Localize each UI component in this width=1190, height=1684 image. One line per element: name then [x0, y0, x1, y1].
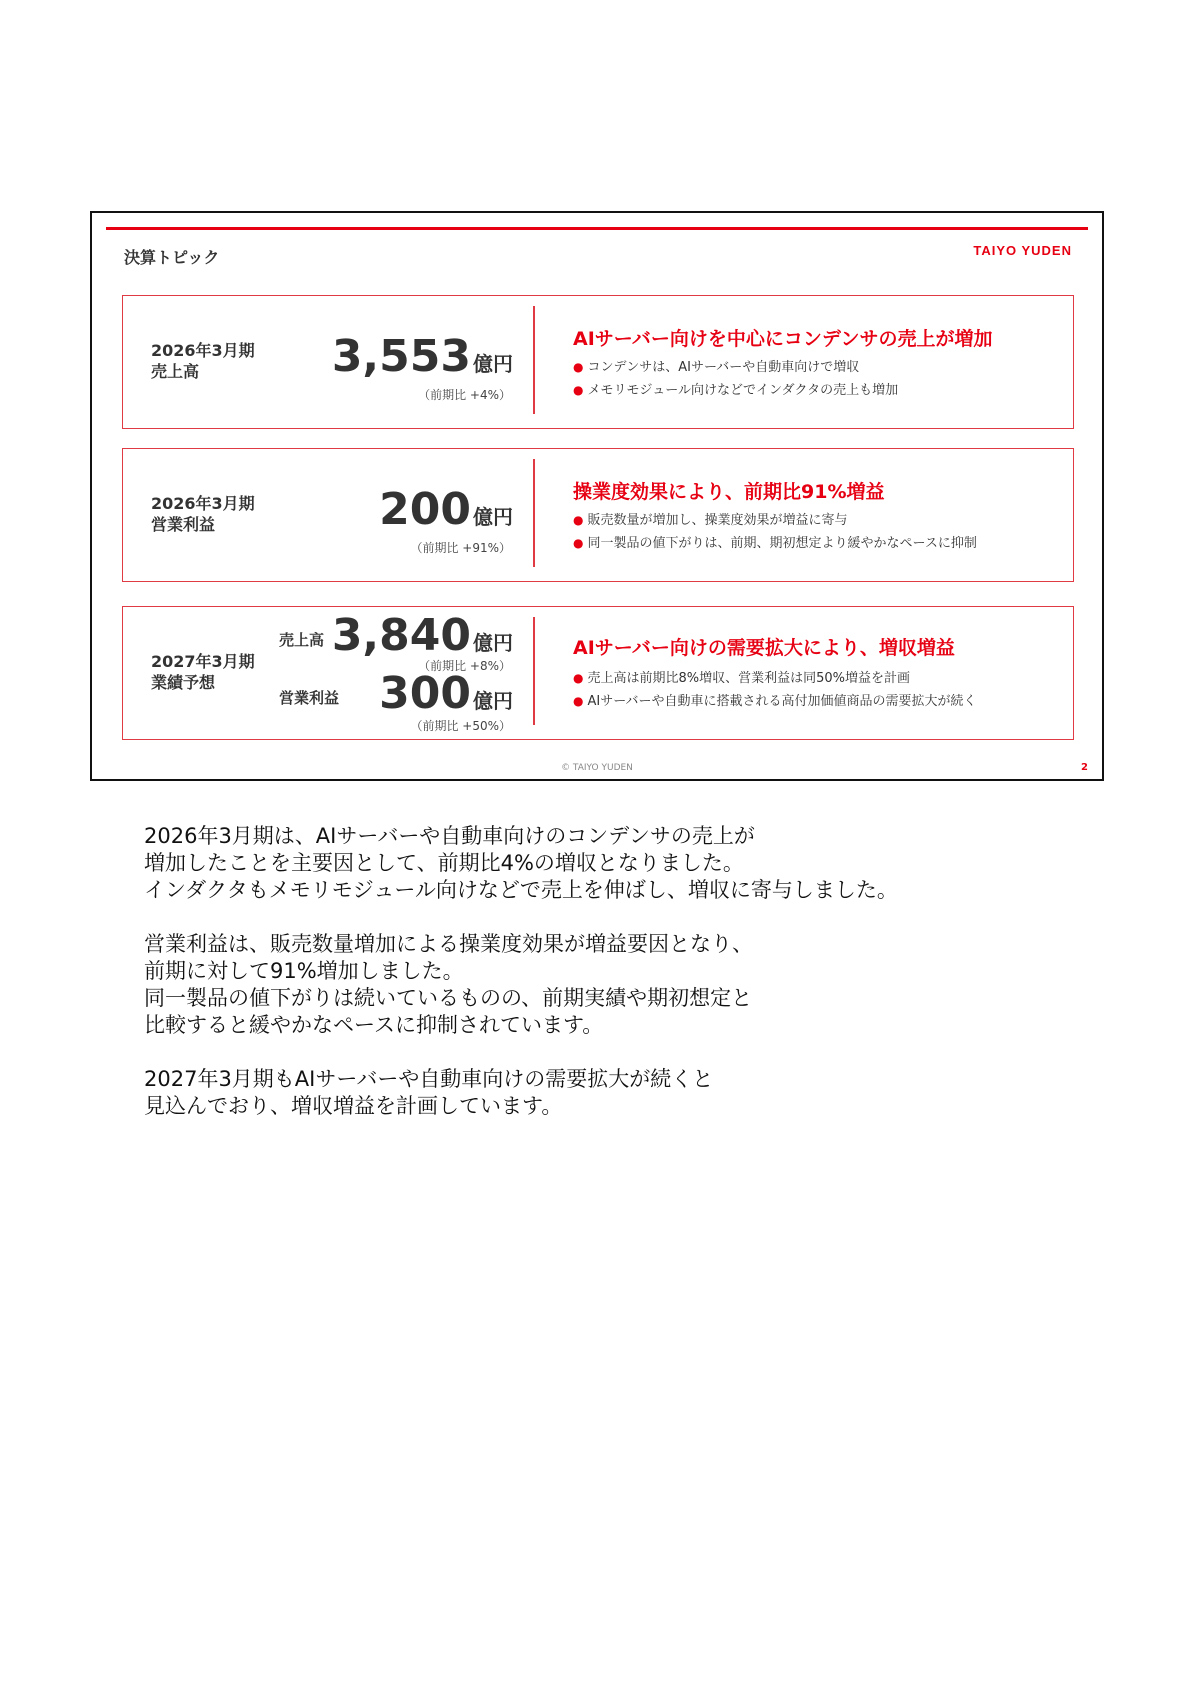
forecast-profit-yoy: （前期比 +50%） — [410, 719, 511, 733]
period-label — [151, 493, 255, 535]
period-label — [151, 651, 255, 693]
forecast-profit-label: 営業利益 — [279, 689, 340, 707]
bullet-text: コンデンサは、AIサーバーや自動車向けで増収 — [587, 360, 860, 375]
notes-paragraph — [144, 931, 1044, 1039]
bullet-dot-icon: ● — [573, 671, 584, 685]
slide-footer: © TAIYO YUDEN — [561, 763, 633, 773]
topic-headline: AIサーバー向けを中心にコンデンサの売上が増加 — [573, 328, 993, 350]
notes-line: 同一製品の値下がりは続いているものの、前期実績や期初想定と — [144, 986, 753, 1010]
bullet-item — [573, 667, 977, 690]
bullet-dot-icon: ● — [573, 536, 584, 550]
bullet-dot-icon: ● — [573, 513, 584, 527]
divider — [533, 306, 535, 414]
topic-bullets — [573, 509, 977, 555]
period-year: 2027年3月期 — [151, 652, 255, 671]
topic-headline: AIサーバー向けの需要拡大により、増収増益 — [573, 637, 955, 659]
bullet-text: メモリモジュール向けなどでインダクタの売上も増加 — [587, 383, 899, 398]
notes-line: 比較すると緩やかなペースに抑制されています。 — [144, 1013, 604, 1037]
value-number: 300 — [379, 668, 471, 719]
bullet-text: 販売数量が増加し、操業度効果が増益に寄与 — [587, 513, 848, 528]
period-metric: 売上高 — [151, 362, 200, 381]
topic-card-sales — [122, 295, 1074, 429]
value-unit: 億円 — [473, 689, 513, 713]
notes-paragraph — [144, 823, 1044, 904]
bullet-item — [573, 532, 977, 555]
value-number: 200 — [379, 484, 471, 535]
topic-bullets — [573, 667, 977, 713]
notes-paragraph — [144, 1066, 1044, 1120]
divider — [533, 617, 535, 725]
bullet-item — [573, 356, 898, 379]
value-number: 3,840 — [331, 610, 471, 661]
period-year: 2026年3月期 — [151, 494, 255, 513]
forecast-sales-label: 売上高 — [279, 631, 325, 649]
bullet-dot-icon: ● — [573, 360, 584, 374]
notes-line: 2026年3月期は、AIサーバーや自動車向けのコンデンサの売上が — [144, 824, 755, 848]
bullet-text: 売上高は前期比8%増収、営業利益は同50%増益を計画 — [587, 671, 911, 686]
notes-line: インダクタもメモリモジュール向けなどで売上を伸ばし、増収に寄与しました。 — [144, 878, 898, 902]
slide-title: 決算トピック — [124, 248, 220, 267]
value-number: 3,553 — [331, 331, 471, 382]
header-rule — [106, 227, 1088, 230]
yoy-change: （前期比 +4%） — [418, 388, 511, 402]
metric-value — [331, 331, 513, 387]
topic-bullets — [573, 356, 898, 402]
bullet-text: 同一製品の値下がりは、前期、期初想定より緩やかなペースに抑制 — [587, 536, 977, 551]
topic-headline: 操業度効果により、前期比91%増益 — [573, 481, 885, 503]
period-metric: 営業利益 — [151, 515, 216, 534]
forecast-sales-yoy: （前期比 +8%） — [418, 659, 511, 673]
bullet-item — [573, 379, 898, 402]
notes-line: 前期に対して91%増加しました。 — [144, 959, 464, 983]
bullet-item — [573, 509, 977, 532]
topic-card-forecast — [122, 606, 1074, 740]
notes-line: 営業利益は、販売数量増加による操業度効果が増益要因となり、 — [144, 932, 753, 956]
speaker-notes — [144, 823, 1044, 1147]
metric-value — [379, 484, 513, 540]
period-year: 2026年3月期 — [151, 341, 255, 360]
topic-card-operating-profit — [122, 448, 1074, 582]
company-logo: TAIYO YUDEN — [973, 243, 1072, 258]
bullet-dot-icon: ● — [573, 383, 584, 397]
value-unit: 億円 — [473, 631, 513, 655]
period-metric: 業績予想 — [151, 673, 216, 692]
yoy-change: （前期比 +91%） — [410, 541, 511, 555]
notes-line: 2027年3月期もAIサーバーや自動車向けの需要拡大が続くと — [144, 1067, 714, 1091]
value-unit: 億円 — [473, 352, 513, 376]
notes-line: 増加したことを主要因として、前期比4%の増収となりました。 — [144, 851, 744, 875]
period-label — [151, 340, 255, 382]
slide — [90, 211, 1104, 781]
bullet-dot-icon: ● — [573, 694, 584, 708]
divider — [533, 459, 535, 567]
value-unit: 億円 — [473, 505, 513, 529]
notes-line: 見込んでおり、増収増益を計画しています。 — [144, 1094, 563, 1118]
bullet-item — [573, 690, 977, 713]
page-number: 2 — [1081, 762, 1088, 773]
bullet-text: AIサーバーや自動車に搭載される高付加価値商品の需要拡大が続く — [587, 694, 977, 709]
